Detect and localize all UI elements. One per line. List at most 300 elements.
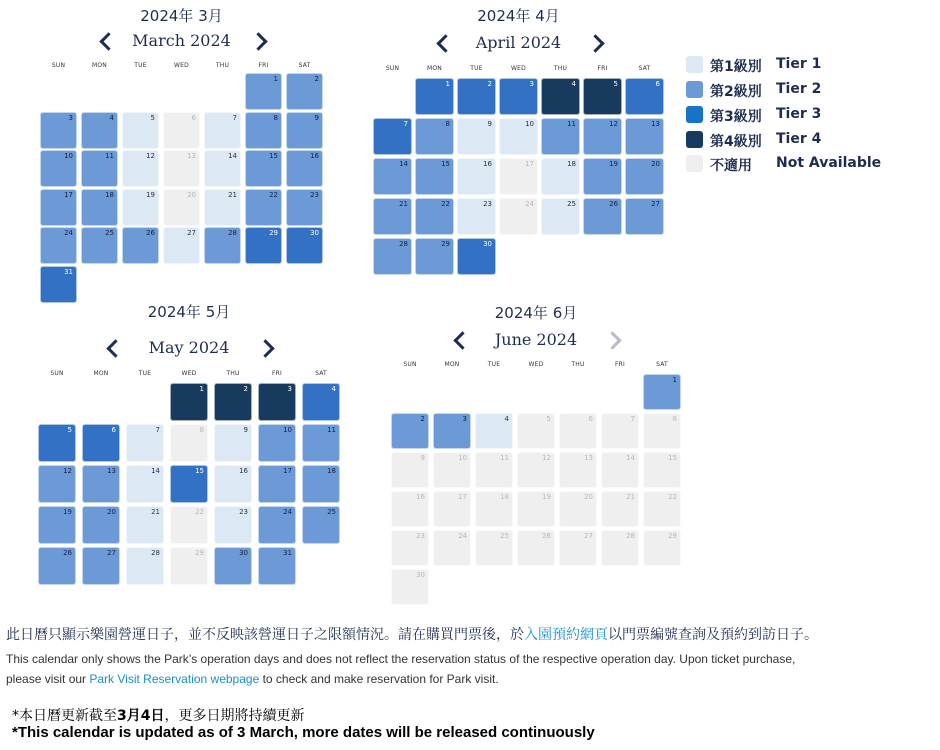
calendar-day[interactable] (40, 189, 77, 226)
month-nav-label: May 2024 (148, 338, 230, 357)
legend-zh-label: 第1級別 (710, 59, 762, 75)
weekday-header: WED (181, 370, 197, 377)
calendar-day[interactable] (601, 413, 639, 449)
day-number: 29 (269, 229, 278, 237)
day-number: 4 (331, 385, 336, 393)
day-number: 15 (668, 454, 677, 462)
month-title-zh: 2024年 5月 (147, 303, 231, 321)
day-number: 31 (64, 267, 73, 276)
weekday-header: TUE (470, 65, 483, 72)
calendar-day[interactable] (457, 158, 496, 195)
calendar-day[interactable] (302, 383, 340, 421)
day-number: 19 (542, 493, 551, 501)
update-note-zh-date: 3月4日 (117, 708, 165, 724)
calendar-day[interactable] (517, 452, 555, 488)
day-number: 15 (441, 160, 450, 168)
calendar-day[interactable] (258, 424, 296, 462)
day-number: 26 (146, 229, 155, 237)
day-number: 11 (327, 426, 336, 434)
legend-en-label: Tier 2 (776, 81, 822, 97)
day-number: 17 (458, 493, 467, 501)
calendar-day[interactable] (415, 198, 454, 235)
next-month-button[interactable] (586, 34, 604, 52)
day-number: 17 (525, 160, 534, 168)
day-number: 9 (420, 454, 425, 462)
day-number: 6 (111, 426, 116, 434)
reservation-link-zh[interactable]: 入園預約網頁 (524, 627, 608, 643)
weekday-header: SUN (385, 65, 400, 72)
calendar-day[interactable] (170, 547, 208, 585)
day-number: 18 (327, 467, 336, 475)
calendar-day[interactable] (457, 238, 496, 275)
calendar-day[interactable] (82, 465, 120, 503)
calendar-day[interactable] (415, 78, 454, 115)
calendar-day[interactable] (81, 150, 118, 187)
calendar-day[interactable] (170, 383, 208, 421)
calendar-day[interactable] (559, 491, 597, 527)
calendar-day[interactable] (517, 530, 555, 566)
calendar-day[interactable] (38, 465, 76, 503)
day-number: 18 (105, 190, 114, 199)
calendar-day[interactable] (40, 227, 77, 264)
weekday-header: TUE (487, 361, 501, 368)
calendar-day[interactable] (625, 198, 664, 235)
day-number: 6 (655, 80, 660, 88)
legend-en-label: Tier 3 (776, 106, 822, 122)
calendar-day[interactable] (643, 530, 681, 566)
reservation-link-en[interactable]: Park Visit Reservation webpage (89, 672, 260, 686)
day-number: 24 (525, 200, 534, 208)
calendar-day[interactable] (643, 413, 681, 449)
calendar-day[interactable] (583, 118, 622, 155)
day-number: 7 (232, 113, 237, 122)
calendar-day[interactable] (559, 530, 597, 566)
calendar-day[interactable] (163, 112, 200, 149)
day-number: 21 (626, 493, 635, 501)
calendar-day[interactable] (245, 227, 282, 264)
calendar-day[interactable] (583, 198, 622, 235)
day-number: 19 (63, 508, 72, 516)
next-month-button[interactable] (256, 339, 274, 357)
weekday-header: MON (427, 65, 442, 72)
day-number: 13 (584, 454, 593, 462)
month-title-zh: 2024年 6月 (494, 304, 578, 322)
day-number: 2 (420, 415, 425, 423)
notice-zh-text-after: 以門票編號查詢及預約到訪日子。 (608, 627, 818, 643)
calendar-day[interactable] (475, 452, 513, 488)
day-number: 26 (609, 200, 618, 208)
day-number: 26 (63, 549, 72, 557)
calendar-day[interactable] (601, 530, 639, 566)
calendar-day[interactable] (373, 238, 412, 275)
day-number: 12 (609, 120, 618, 128)
notice-en-line2 (6, 672, 499, 686)
day-number: 2 (243, 385, 248, 393)
calendar-day[interactable] (204, 112, 241, 149)
calendar-day[interactable] (601, 452, 639, 488)
calendar-day[interactable] (601, 491, 639, 527)
day-number: 20 (107, 508, 116, 516)
notice-en-text-after: to check and make reservation for Park visit. (259, 672, 499, 686)
calendar-day[interactable] (286, 112, 323, 149)
calendar-day[interactable] (373, 198, 412, 235)
month-title-zh: 2024年 3月 (140, 7, 223, 25)
calendar-day[interactable] (475, 491, 513, 527)
calendar-day[interactable] (40, 112, 77, 149)
legend-zh-label: 第3級別 (710, 109, 762, 125)
day-number: 8 (273, 113, 278, 122)
calendar-day[interactable] (391, 413, 429, 449)
day-number: 3 (462, 415, 467, 423)
day-number: 20 (584, 493, 593, 501)
day-number: 11 (567, 120, 576, 128)
weekday-header: SUN (403, 361, 417, 368)
day-number: 9 (487, 120, 492, 128)
calendar-day[interactable] (625, 158, 664, 195)
calendar-day[interactable] (583, 158, 622, 195)
day-number: 23 (239, 508, 248, 516)
calendar-day[interactable] (82, 506, 120, 544)
day-number: 18 (500, 493, 509, 501)
calendar-day[interactable] (373, 158, 412, 195)
calendar-day[interactable] (499, 78, 538, 115)
weekday-header: SAT (656, 361, 668, 368)
day-number: 28 (399, 240, 408, 248)
day-number: 16 (239, 467, 248, 475)
day-number: 24 (64, 229, 73, 237)
calendar-day[interactable] (391, 452, 429, 488)
day-number: 22 (668, 493, 677, 501)
calendar-day[interactable] (204, 227, 241, 264)
next-month-button (603, 331, 621, 349)
weekday-header: TUE (138, 370, 152, 377)
legend-swatch-tier4 (686, 131, 703, 148)
day-number: 4 (504, 415, 509, 423)
calendar-day[interactable] (38, 424, 76, 462)
day-number: 14 (228, 152, 237, 160)
day-number: 7 (155, 426, 160, 434)
month-nav-label: March 2024 (132, 31, 231, 50)
weekday-header: WED (174, 62, 189, 69)
calendar-day[interactable] (214, 547, 252, 585)
day-number: 11 (500, 454, 509, 462)
day-number: 23 (416, 532, 425, 540)
calendar-day[interactable] (391, 491, 429, 527)
calendar-day[interactable] (286, 189, 323, 226)
calendar-day[interactable] (122, 112, 159, 149)
calendar-day[interactable] (373, 118, 412, 155)
calendar-day[interactable] (214, 424, 252, 462)
day-number: 30 (310, 229, 319, 237)
calendar-day[interactable] (81, 112, 118, 149)
legend-swatch-tier1 (686, 56, 703, 73)
day-number: 27 (584, 532, 593, 540)
day-number: 12 (63, 467, 72, 475)
weekday-header: SAT (315, 370, 327, 377)
weekday-header: THU (226, 370, 240, 377)
calendar-day[interactable] (258, 547, 296, 585)
day-number: 18 (567, 160, 576, 168)
day-number: 7 (630, 415, 635, 423)
calendar-day[interactable] (245, 112, 282, 149)
calendar-day[interactable] (433, 491, 471, 527)
calendar-day[interactable] (122, 227, 159, 264)
notice-zh (6, 624, 818, 644)
day-number: 10 (283, 426, 292, 434)
legend-zh-label: 不適用 (710, 158, 752, 174)
day-number: 13 (187, 152, 196, 160)
calendar-day[interactable] (415, 238, 454, 275)
legend-en-label: Tier 4 (776, 131, 822, 147)
day-number: 29 (195, 549, 204, 557)
day-number: 10 (64, 152, 73, 160)
day-number: 3 (287, 385, 292, 393)
calendar-day[interactable] (433, 530, 471, 566)
day-number: 5 (150, 113, 155, 122)
day-number: 1 (273, 75, 278, 83)
calendar-day[interactable] (625, 118, 664, 155)
notice-zh-text-before: 此日曆只顯示樂園營運日子，並不反映該營運日子之限額情況。請在購買門票後，於 (6, 627, 524, 643)
legend-zh-label: 第4級別 (710, 134, 762, 150)
day-number: 17 (64, 190, 73, 199)
calendar-day[interactable] (170, 465, 208, 503)
day-number: 14 (399, 160, 408, 168)
day-number: 1 (445, 80, 450, 88)
update-note-zh-part2: ，更多日期將持續更新 (164, 708, 305, 724)
month-title-zh: 2024年 4月 (477, 7, 560, 25)
calendar-day[interactable] (457, 198, 496, 235)
calendar-day[interactable] (499, 158, 538, 195)
calendar-day[interactable] (643, 374, 681, 410)
next-month-button[interactable] (249, 32, 267, 50)
calendar-day[interactable] (541, 158, 580, 195)
day-number: 3 (68, 113, 73, 122)
month-nav-label: April 2024 (475, 33, 562, 52)
calendar-day[interactable] (625, 78, 664, 115)
weekday-header: THU (571, 361, 585, 368)
calendar-day[interactable] (433, 413, 471, 449)
day-number: 13 (651, 120, 660, 128)
weekday-header: SAT (638, 65, 651, 72)
calendar-day[interactable] (214, 465, 252, 503)
day-number: 25 (105, 229, 114, 237)
legend-en-label: Tier 1 (776, 56, 822, 72)
day-number: 27 (107, 549, 116, 557)
weekday-header: MON (444, 361, 460, 368)
legend-en-label: Not Available (776, 155, 882, 171)
calendar-day[interactable] (302, 424, 340, 462)
day-number: 28 (228, 229, 237, 237)
day-number: 14 (626, 454, 635, 462)
weekday-header: WED (511, 65, 526, 72)
calendar-day[interactable] (40, 150, 77, 187)
calendar-day[interactable] (245, 150, 282, 187)
calendar-day[interactable] (475, 530, 513, 566)
calendar-day[interactable] (126, 506, 164, 544)
calendar-day[interactable] (457, 118, 496, 155)
calendar-day[interactable] (126, 465, 164, 503)
calendar-day[interactable] (204, 189, 241, 226)
day-number: 10 (525, 120, 534, 128)
calendar-day[interactable] (258, 506, 296, 544)
legend-swatch-tier3 (686, 106, 703, 123)
day-number: 28 (626, 532, 635, 540)
update-note-en: *This calendar is updated as of 3 March, more dates will be released continuously (12, 724, 595, 741)
weekday-header: FRI (615, 361, 625, 368)
calendar-day[interactable] (517, 413, 555, 449)
day-number: 9 (314, 113, 319, 122)
calendar-day[interactable] (286, 73, 323, 110)
weekday-header: SUN (50, 370, 64, 377)
calendar-day[interactable] (583, 78, 622, 115)
calendar-day[interactable] (559, 413, 597, 449)
calendar-day[interactable] (559, 452, 597, 488)
calendar-day[interactable] (38, 506, 76, 544)
day-number: 10 (458, 454, 467, 462)
day-number: 6 (588, 415, 593, 423)
calendar-day[interactable] (541, 118, 580, 155)
month-nav-label: June 2024 (494, 330, 578, 349)
day-number: 31 (283, 549, 292, 557)
day-number: 25 (500, 532, 509, 540)
calendar-day[interactable] (214, 506, 252, 544)
legend-swatch-tier2 (686, 81, 703, 98)
calendar-day[interactable] (415, 118, 454, 155)
day-number: 24 (283, 508, 292, 516)
calendar-day[interactable] (163, 227, 200, 264)
day-number: 2 (487, 80, 492, 88)
day-number: 30 (416, 571, 425, 579)
calendar-day[interactable] (245, 73, 282, 110)
calendar-day[interactable] (163, 150, 200, 187)
day-number: 7 (403, 120, 408, 128)
weekday-header: FRI (597, 65, 608, 72)
day-number: 12 (542, 454, 551, 462)
calendar-day[interactable] (541, 78, 580, 115)
day-number: 16 (310, 152, 319, 160)
calendar-day[interactable] (415, 158, 454, 195)
calendar-day[interactable] (245, 189, 282, 226)
day-number: 9 (243, 426, 248, 434)
calendar-day[interactable] (499, 198, 538, 235)
day-number: 3 (529, 80, 534, 88)
day-number: 5 (546, 415, 551, 423)
day-number: 25 (327, 508, 336, 516)
day-number: 2 (314, 75, 319, 83)
day-number: 30 (483, 240, 492, 248)
day-number: 23 (483, 200, 492, 208)
calendar-day[interactable] (163, 189, 200, 226)
weekday-header: FRI (272, 370, 282, 377)
day-number: 30 (239, 549, 248, 557)
day-number: 19 (146, 190, 155, 199)
legend-swatch-not-available (686, 155, 703, 172)
calendar-day[interactable] (433, 452, 471, 488)
update-note-zh-part1: *本日曆更新截至 (12, 708, 117, 724)
day-number: 21 (228, 190, 237, 199)
calendar-day[interactable] (214, 383, 252, 421)
calendar-day[interactable] (81, 189, 118, 226)
day-number: 20 (187, 190, 196, 199)
day-number: 16 (483, 160, 492, 168)
day-number: 13 (107, 467, 116, 475)
calendar-day[interactable] (475, 413, 513, 449)
day-number: 5 (67, 426, 72, 434)
update-note-zh (12, 705, 304, 725)
weekday-header: TUE (134, 62, 147, 69)
calendar-day[interactable] (170, 506, 208, 544)
calendar-day[interactable] (122, 150, 159, 187)
calendar-day[interactable] (126, 424, 164, 462)
day-number: 27 (187, 229, 196, 237)
day-number: 6 (191, 113, 196, 122)
day-number: 23 (310, 190, 319, 199)
calendar-day[interactable] (81, 227, 118, 264)
day-number: 26 (542, 532, 551, 540)
weekday-header: WED (528, 361, 544, 368)
calendar-day[interactable] (258, 465, 296, 503)
calendar-day[interactable] (517, 491, 555, 527)
day-number: 4 (571, 80, 576, 88)
day-number: 8 (445, 120, 450, 128)
day-number: 22 (195, 508, 204, 516)
day-number: 28 (151, 549, 160, 557)
day-number: 4 (109, 113, 114, 122)
day-number: 29 (441, 240, 450, 248)
day-number: 8 (672, 415, 677, 423)
day-number: 16 (416, 493, 425, 501)
day-number: 11 (105, 152, 114, 160)
calendar-day[interactable] (499, 118, 538, 155)
calendar-day[interactable] (457, 78, 496, 115)
weekday-header: FRI (258, 62, 269, 69)
notice-en-text-before: please visit our (6, 672, 90, 686)
weekday-header: THU (553, 65, 568, 72)
day-number: 17 (283, 467, 292, 475)
calendar-day[interactable] (391, 569, 429, 605)
calendar-day[interactable] (302, 506, 340, 544)
calendar-day[interactable] (38, 547, 76, 585)
day-number: 14 (151, 467, 160, 475)
calendar-day[interactable] (286, 150, 323, 187)
weekday-header: MON (93, 370, 109, 377)
day-number: 24 (458, 532, 467, 540)
calendar-day[interactable] (391, 530, 429, 566)
calendar-day[interactable] (82, 547, 120, 585)
calendar-day[interactable] (302, 465, 340, 503)
notice-en-line1: This calendar only shows the Park’s operation days and does not reflect the reservation status of the respective operation day. Upon ticket purchase, (6, 652, 796, 666)
calendar-day[interactable] (204, 150, 241, 187)
day-number: 19 (609, 160, 618, 168)
calendar-day[interactable] (126, 547, 164, 585)
day-number: 12 (146, 152, 155, 160)
weekday-header: SUN (51, 62, 66, 69)
day-number: 25 (567, 200, 576, 208)
calendar-day[interactable] (122, 189, 159, 226)
calendar-day[interactable] (286, 227, 323, 264)
calendar-day[interactable] (82, 424, 120, 462)
day-number: 15 (269, 152, 278, 160)
calendar-day[interactable] (541, 198, 580, 235)
calendar-day[interactable] (258, 383, 296, 421)
calendar-day[interactable] (643, 452, 681, 488)
weekday-header: THU (215, 62, 230, 69)
calendar-day[interactable] (40, 266, 77, 303)
calendar-day[interactable] (170, 424, 208, 462)
day-number: 21 (151, 508, 160, 516)
legend-zh-label: 第2級別 (710, 84, 762, 100)
calendar-day[interactable] (643, 491, 681, 527)
